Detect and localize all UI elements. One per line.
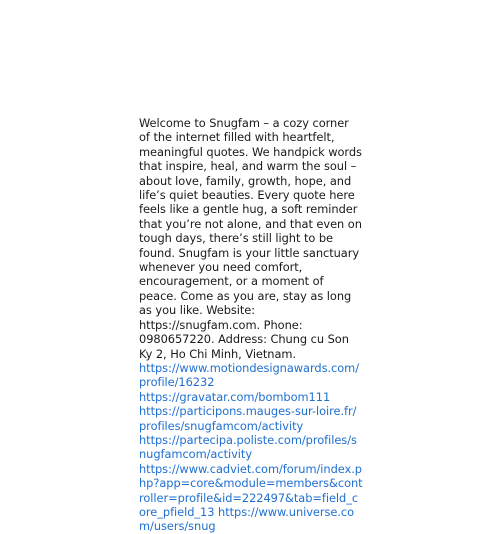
profile-content	[139, 116, 363, 534]
profile-link-partecipa[interactable]: https://partecipa.poliste.com/profiles/snugfamcom/activity	[139, 432, 357, 462]
profile-link-cadviet[interactable]: https://www.cadviet.com/forum/index.php?app=core&module=members&controller=profile&id=222497&tab=field_core_pfield_13 https://www.universe.com/users/snug	[139, 461, 363, 534]
list-item	[139, 361, 363, 390]
profile-links-list	[139, 361, 363, 534]
profile-link-gravatar[interactable]: https://gravatar.com/bombom111	[139, 389, 331, 404]
list-item	[139, 462, 363, 534]
list-item	[139, 404, 363, 433]
profile-link-motiondesignawards[interactable]: https://www.motiondesignawards.com/profile/16232	[139, 360, 359, 390]
profile-link-participons[interactable]: https://participons.mauges-sur-loire.fr/profiles/snugfamcom/activity	[139, 404, 357, 433]
list-item	[139, 433, 363, 462]
list-item	[139, 390, 363, 404]
profile-bio: Welcome to Snugfam – a cozy corner of the internet filled with heartfelt, meaningful quotes. We handpick words that inspire, heal, and warm the soul – about love, family, growth, hope, and life’s quiet beauties. Every quote here feels like a gentle hug, a soft reminder that you’re not alone, and that even on tough days, there’s still light to be found. Snugfam is your little sanctuary whenever you need comfort, encouragement, or a moment of peace. Come as you are, stay as long as you like. Website: https://snugfam.com. Phone: 0980657220. Address: Chung cu Son Ky 2, Ho Chi Minh, Vietnam.	[139, 116, 362, 361]
